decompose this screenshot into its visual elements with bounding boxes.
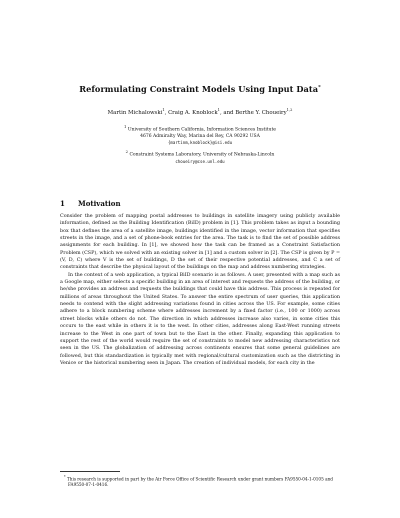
footnote-mark: *	[64, 475, 66, 479]
affiliation-mark: 2	[125, 149, 129, 154]
paragraph: In the context of a web application, a typical BiID scenario is as follows. A user, presented with a map such as a Google map, either selects a specific building in an area of interest and requests the address of the building, or he/she provides an address and requests the buildings that could have this address. This process is repeated for millions of areas throughout the United States. To answer the entire spectrum of user queries, this application needs to contend with the slight addressing variations found in cities across the US. For example, some cities adhere to a block numbering scheme where addresses increment by a fixed factor (i.e., 100 or 1000) across street blocks while others do not. The direction in which addresses increase also varies, in some cities this occurs to the east while in others it is to the west. In other cities, addresses along East-West running streets increase to the West in one part of town but to the East in the other. Finally, expanding this application to support the rest of the world would require the set of constraints to model new addressing characteristics not seen in the US. The globalization of addressing across continents ensures that some general guidelines are followed, but this standardization is typically met with regional/cultural customization such as the districting in Venice or the historical numbering seen in Japan. The creation of individual models, for each city in the	[60, 271, 340, 366]
author-name: Craig A. Knoblock	[168, 109, 218, 116]
author-separator: , and	[219, 109, 236, 116]
author-list	[0, 108, 400, 116]
affiliation-text: University of Southern California, Information Sciences Institute	[127, 127, 276, 133]
section-number: 1	[60, 199, 65, 208]
footnote	[60, 474, 340, 489]
paper-title	[0, 84, 400, 94]
affiliation-1-address: 4676 Admiralty Way, Marina del Rey, CA 90292 USA	[140, 133, 260, 139]
footnote-rule	[60, 471, 120, 472]
footnote-text: This research is supported in part by the Air Force Office of Scientific Research under grant numbers FA9550-04-1-0105 and FA9550-07-1-0416.	[67, 476, 333, 488]
affiliation-2-line-1	[70, 149, 330, 159]
author-name: Martin Michalowski	[107, 109, 163, 116]
section-body	[60, 213, 340, 367]
section-title: Motivation	[78, 199, 121, 208]
affiliation-1-line-1	[70, 124, 330, 134]
affiliation-mark: 1	[124, 125, 127, 129]
affiliation-2-email: choueiry@cse.unl.edu	[175, 158, 225, 164]
affiliation-1-email: {martinm,knoblock}@isi.edu	[167, 140, 233, 146]
author-separator: ,	[164, 109, 169, 116]
author-name: Berthe Y. Choueiry	[235, 109, 287, 116]
section-heading	[60, 199, 121, 208]
author-affil-mark: 1	[217, 108, 220, 112]
paper-title-text: Reformulating Constraint Models Using Input Data	[79, 84, 319, 94]
title-footnote-mark: *	[318, 84, 321, 91]
affiliation-text: Constraint Systems Laboratory, University of Nebraska-Lincoln	[129, 152, 275, 158]
author-affil-mark: 1,2	[286, 108, 293, 112]
author-affil-mark: 1	[162, 108, 165, 112]
paragraph: Consider the problem of mapping postal addresses to buildings in satellite imagery using publicly available information, defined as the Building Identification (BiID) problem in [1]. This problem takes as input a bounding box that defines the area of a satellite image, buildings identified in the image, vector information that specifies streets in the image, and a set of phone-book entries for the area. The task is to find the set of possible address assignments for each building. In [1], we showed how the task can be framed as a Constraint Satisfaction Problem (CSP), which we solved with an existing solver in [1] and a custom solver in [2]. The CSP is given by P = (V, D, C) where V is the set of buildings, D the set of their respective potential addresses, and C a set of constraints that describe the physical layout of the buildings on the map and address numbering strategies.	[60, 213, 340, 271]
affiliations	[70, 124, 330, 165]
